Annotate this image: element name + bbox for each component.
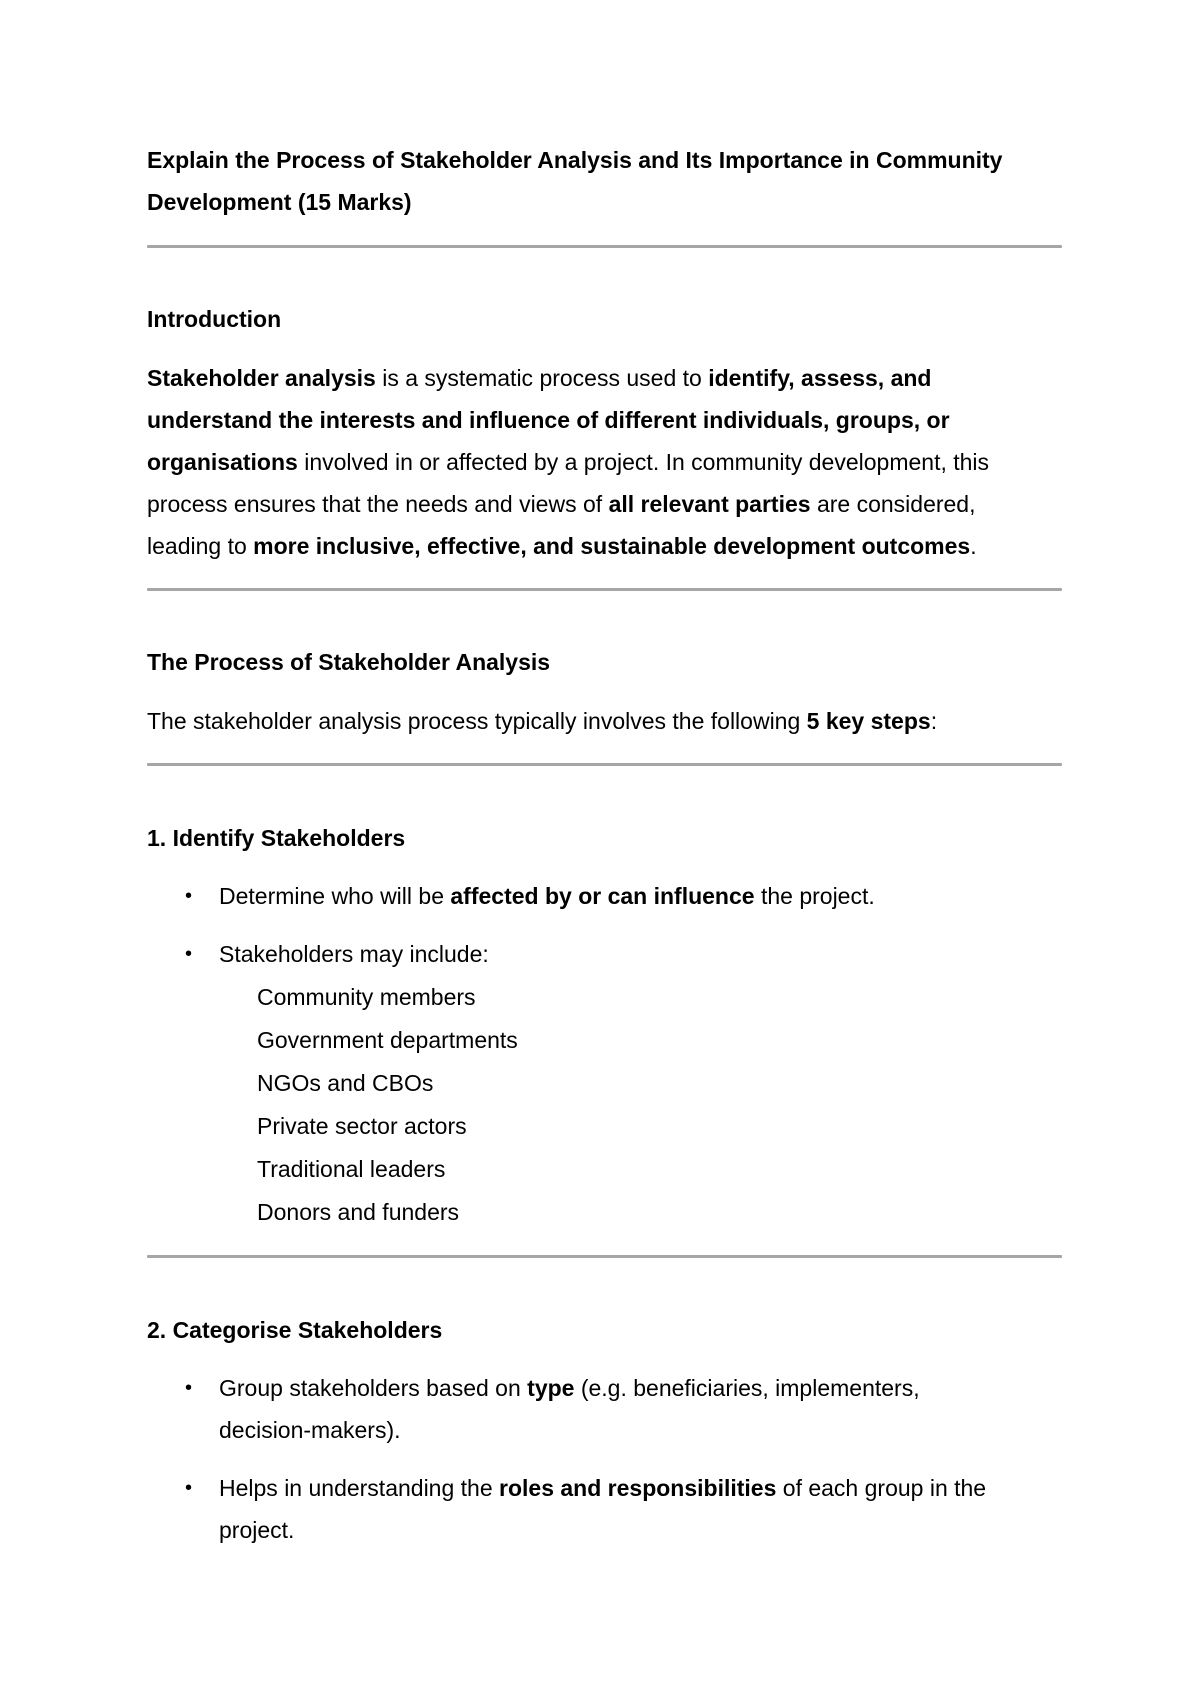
text: : — [930, 708, 938, 734]
bullet-item-line-2: project. — [219, 1517, 295, 1543]
bold-text: type — [527, 1375, 575, 1401]
bullet-icon: • — [185, 943, 193, 965]
step-1-heading: 1. Identify Stakeholders — [147, 825, 406, 851]
text: process ensures that the needs and views of — [147, 491, 609, 517]
step-2-heading: 2. Categorise Stakeholders — [147, 1317, 443, 1343]
bold-text: all relevant parties — [608, 491, 811, 517]
document-title-line-1: Explain the Process of Stakeholder Analysis and Its Importance in Community — [147, 147, 1003, 173]
bold-text: more inclusive, effective, and sustainable development outcomes — [253, 533, 971, 559]
text: The stakeholder analysis process typically involves the following — [147, 708, 807, 734]
text: is a systematic process used to — [375, 365, 709, 391]
stakeholder-list-item: NGOs and CBOs — [257, 1070, 434, 1096]
stakeholder-list-item: Private sector actors — [257, 1113, 467, 1139]
text: (e.g. beneficiaries, implementers, — [574, 1375, 920, 1401]
bullet-icon: • — [185, 1377, 193, 1399]
bold-text: affected by or can influence — [450, 883, 755, 909]
text: involved in or affected by a project. In community development, this — [297, 449, 990, 475]
horizontal-divider — [147, 763, 1062, 766]
bold-text: roles and responsibilities — [499, 1475, 777, 1501]
stakeholder-list-item: Government departments — [257, 1027, 518, 1053]
bullet-item-line-2: decision-makers). — [219, 1417, 401, 1443]
bullet-icon: • — [185, 885, 193, 907]
process-heading: The Process of Stakeholder Analysis — [147, 649, 551, 675]
bold-text: 5 key steps — [806, 708, 931, 734]
intro-paragraph-line-1 — [147, 364, 931, 392]
process-intro-line — [147, 707, 937, 735]
stakeholder-list-item: Donors and funders — [257, 1199, 460, 1225]
text: leading to — [147, 533, 254, 559]
bullet-item: Stakeholders may include: — [219, 941, 489, 967]
bullet-item-line-1 — [219, 1374, 920, 1402]
intro-paragraph-line-4 — [147, 490, 976, 518]
horizontal-divider — [147, 1255, 1062, 1258]
stakeholder-list-item: Traditional leaders — [257, 1156, 446, 1182]
intro-paragraph-line-3 — [147, 448, 989, 476]
text: the project. — [754, 883, 875, 909]
bold-text: Stakeholder analysis — [147, 365, 376, 391]
introduction-heading: Introduction — [147, 306, 282, 332]
bullet-item — [219, 882, 875, 910]
text: of each group in the — [776, 1475, 987, 1501]
horizontal-divider — [147, 245, 1062, 248]
text: Group stakeholders based on — [219, 1375, 528, 1401]
document-title-line-2: Development (15 Marks) — [147, 189, 412, 215]
stakeholder-list-item: Community members — [257, 984, 476, 1010]
text: Determine who will be — [219, 883, 451, 909]
text: Helps in understanding the — [219, 1475, 500, 1501]
bullet-item-line-1 — [219, 1474, 986, 1502]
intro-paragraph-line-5 — [147, 532, 977, 560]
text: are considered, — [810, 491, 976, 517]
horizontal-divider — [147, 588, 1062, 591]
bold-text: understand the interests and influence of different individuals, groups, or — [147, 407, 950, 433]
bold-text: identify, assess, and — [708, 365, 932, 391]
text: . — [970, 533, 977, 559]
bullet-icon: • — [185, 1477, 193, 1499]
bold-text: organisations — [147, 449, 298, 475]
intro-paragraph-line-2 — [147, 406, 950, 434]
